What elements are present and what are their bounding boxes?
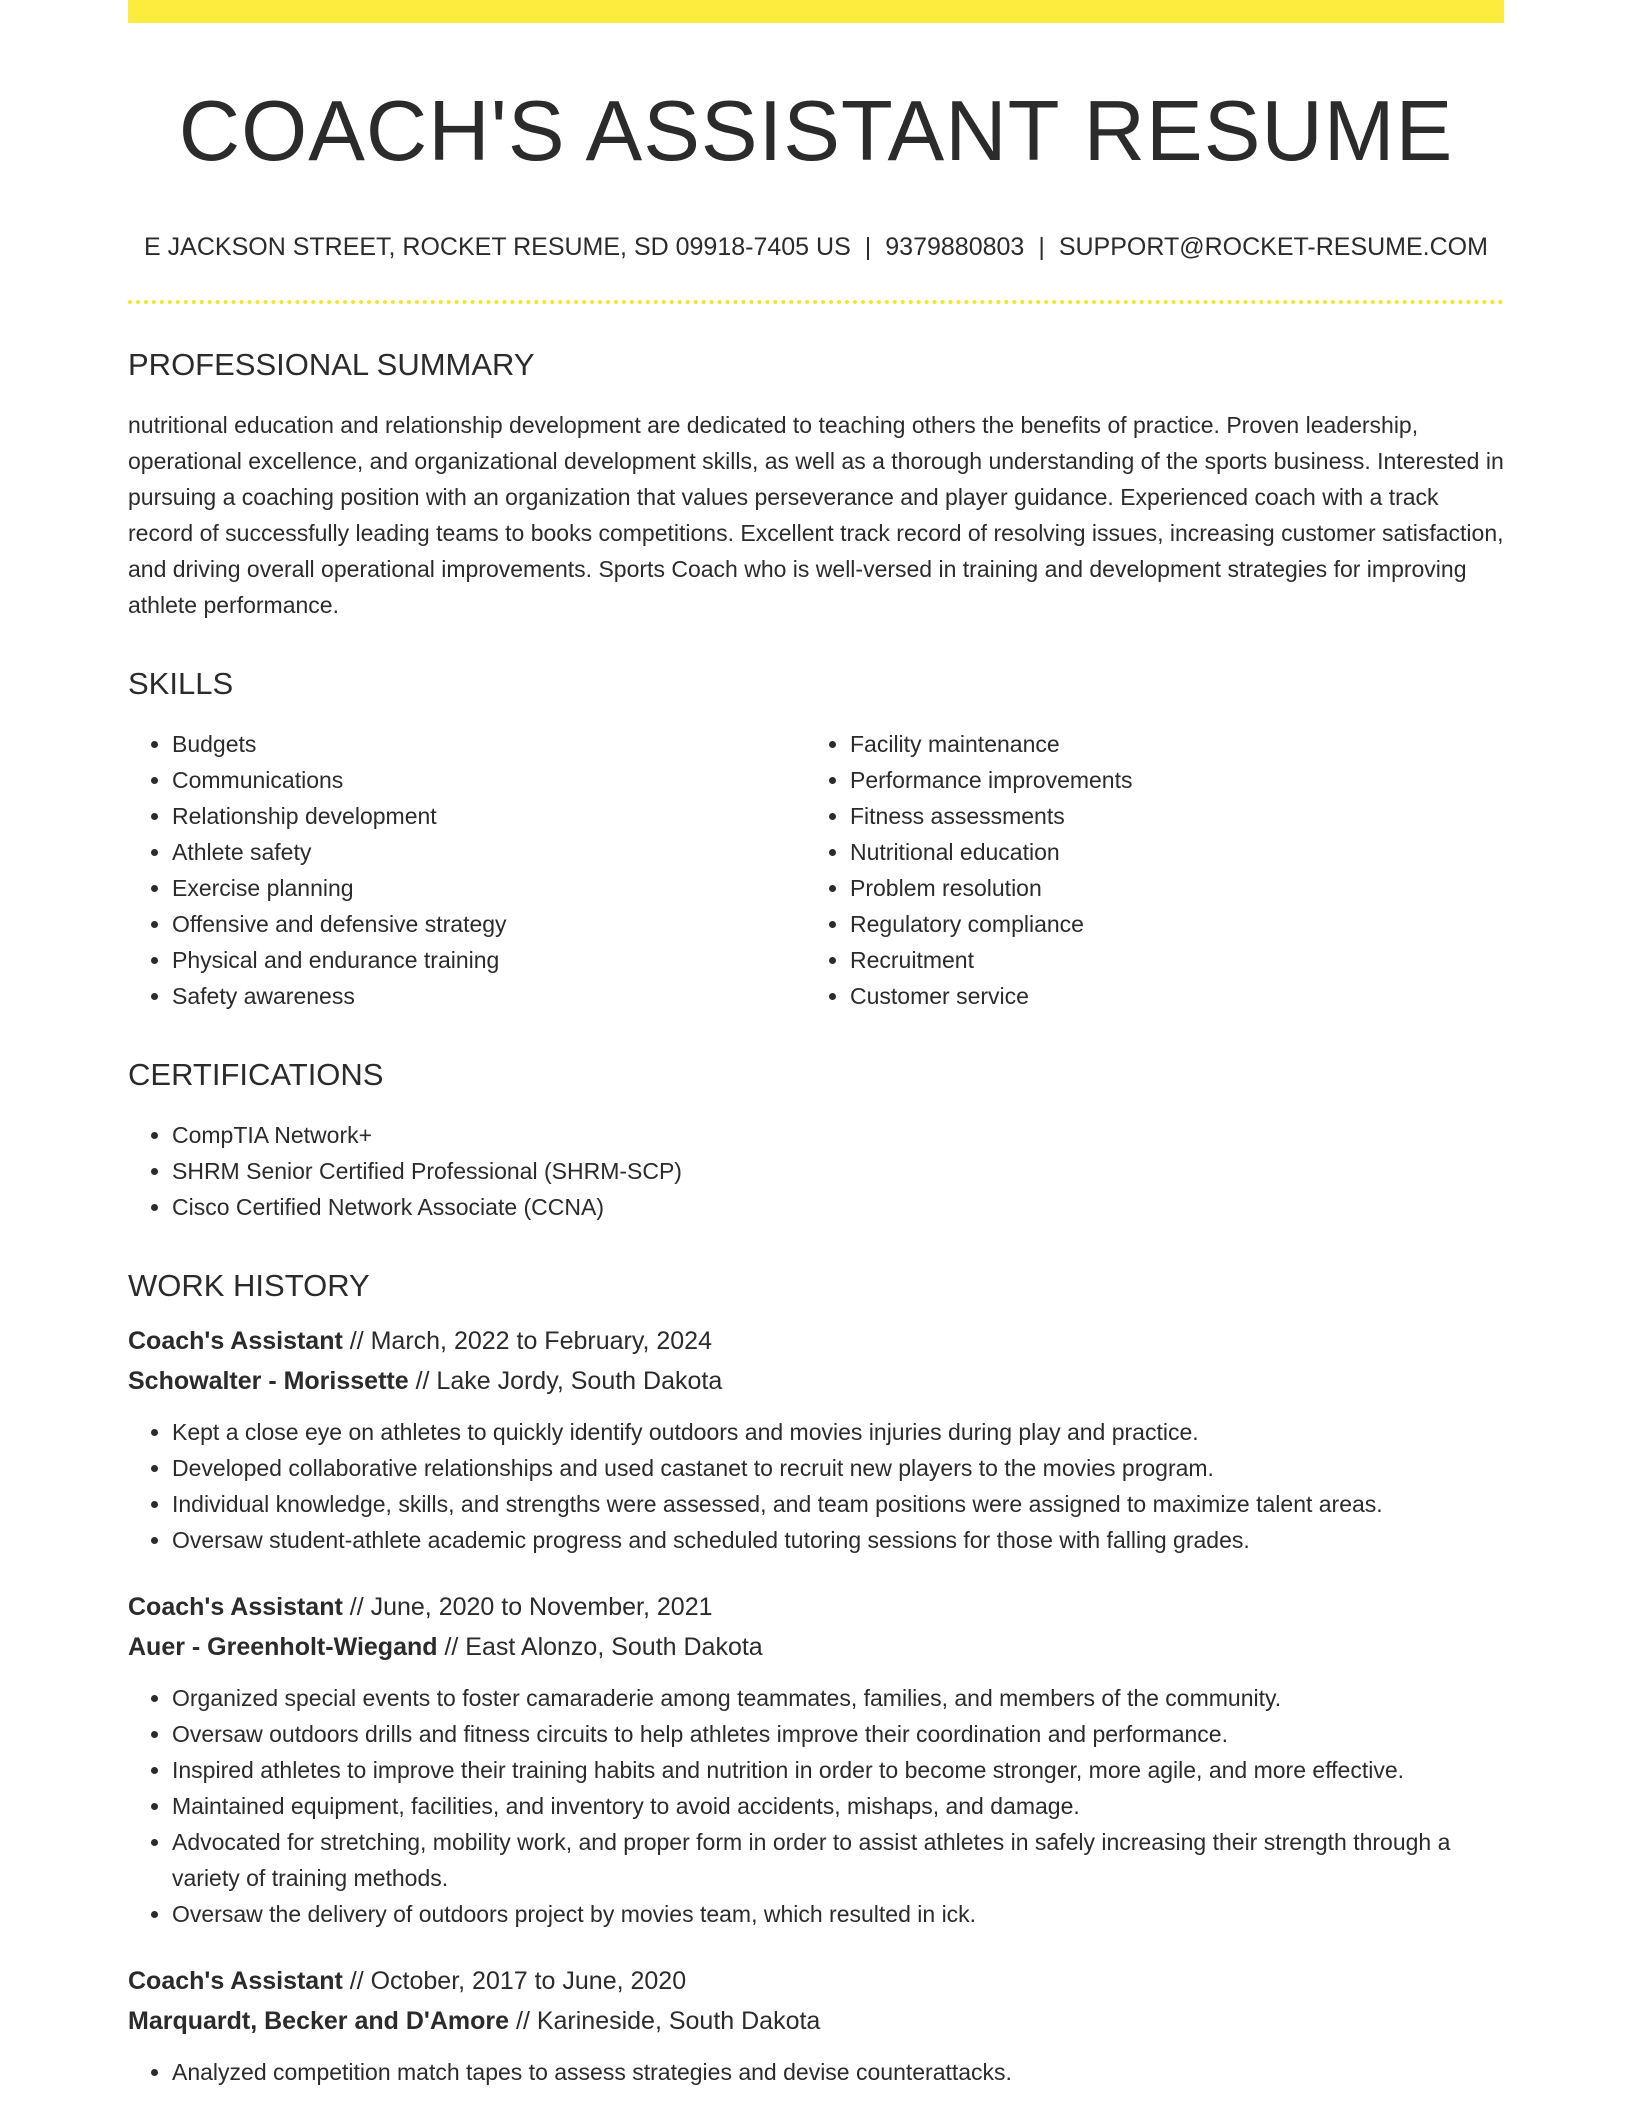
job-bullet: • Advocated for stretching, mobility work, and proper form in order to assist athletes in safely increasing their strength through a variety of training methods. [172, 1824, 1504, 1896]
job-entry [128, 1322, 1504, 1558]
contact-address: E JACKSON STREET, ROCKET RESUME, SD 09918-7405 US [144, 232, 851, 261]
certifications-list [128, 1117, 1504, 1225]
resume-page [128, 0, 1504, 2090]
contact-email: SUPPORT@ROCKET-RESUME.COM [1058, 232, 1488, 261]
job-bullet: • Oversaw the delivery of outdoors project by movies team, which resulted in ick. [172, 1896, 1504, 1932]
job-location: // East Alonzo, South Dakota [437, 1633, 763, 1662]
job-dates: // June, 2020 to November, 2021 [342, 1593, 713, 1622]
job-bullet: • Developed collaborative relationships and used castanet to recruit new players to the movies program. [172, 1450, 1504, 1486]
skill-item: • Regulatory compliance [850, 906, 1484, 942]
job-entry [128, 1588, 1504, 1932]
job-company: Marquardt, Becker and D'Amore [128, 2007, 510, 2036]
contact-separator: | [864, 232, 872, 261]
job-location: // Karineside, South Dakota [509, 2007, 821, 2036]
page-title: COACH'S ASSISTANT RESUME [178, 84, 1454, 179]
skill-item: • Customer service [850, 978, 1484, 1014]
job-bullet: • Oversaw student-athlete academic progress and scheduled tutoring sessions for those with falling grades. [172, 1522, 1504, 1558]
skill-item: • Fitness assessments [850, 798, 1484, 834]
work-history-section [128, 1267, 1504, 2090]
job-title-line [128, 1588, 1504, 1626]
job-bullet: • Kept a close eye on athletes to quickly identify outdoors and movies injuries during play and practice. [172, 1414, 1504, 1450]
summary-text: nutritional education and relationship development are dedicated to teaching others the benefits of practice. Proven leadership, operational excellence, and organizational development skills, as well as a thorough understanding of the sports business. Interested in pursuing a coaching position with an organization that values perseverance and player guidance. Experienced coach with a track record of successfully leading teams to books competitions. Excellent track record of resolving issues, increasing customer satisfaction, and driving overall operational improvements. Sports Coach who is well-versed in training and development strategies for improving athlete performance. [128, 411, 1504, 618]
skill-item: • Physical and endurance training [172, 942, 806, 978]
job-title: Coach's Assistant [128, 1967, 343, 1996]
certifications-heading: CERTIFICATIONS [128, 1056, 384, 1092]
job-title-line [128, 1322, 1504, 1360]
skill-item: • Safety awareness [172, 978, 806, 1014]
certifications-section [128, 1056, 1504, 1225]
skills-list-left [128, 726, 806, 1014]
job-company: Auer - Greenholt-Wiegand [128, 1633, 438, 1662]
skill-item: • Athlete safety [172, 834, 806, 870]
job-location: // Lake Jordy, South Dakota [408, 1367, 723, 1396]
job-company-line [128, 2002, 1504, 2040]
contact-phone: 9379880803 [885, 232, 1025, 261]
skill-item: • Relationship development [172, 798, 806, 834]
summary-heading: PROFESSIONAL SUMMARY [128, 346, 535, 382]
header-divider [128, 300, 1504, 304]
contact-line [128, 233, 1504, 262]
job-company-line [128, 1628, 1504, 1666]
contact-separator: | [1038, 232, 1045, 261]
job-title-line [128, 1962, 1504, 2000]
job-bullets [128, 1414, 1504, 1558]
job-bullet: • Organized special events to foster camaraderie among teammates, families, and members of the community. [172, 1680, 1504, 1716]
job-company-line [128, 1362, 1504, 1400]
skill-item: • Nutritional education [850, 834, 1484, 870]
certification-item: • SHRM Senior Certified Professional (SHRM-SCP) [172, 1153, 1504, 1189]
certification-item: • Cisco Certified Network Associate (CCNA) [172, 1189, 1504, 1225]
job-title: Coach's Assistant [128, 1327, 343, 1356]
skills-heading: SKILLS [128, 665, 234, 701]
job-bullet: • Inspired athletes to improve their training habits and nutrition in order to become stronger, more agile, and more effective. [172, 1752, 1504, 1788]
job-bullets [128, 2054, 1504, 2090]
skills-list-right [806, 726, 1484, 1014]
skill-item: • Facility maintenance [850, 726, 1484, 762]
skill-item: • Offensive and defensive strategy [172, 906, 806, 942]
job-bullet: • Analyzed competition match tapes to assess strategies and devise counterattacks. [172, 2054, 1504, 2090]
job-bullet: • Maintained equipment, facilities, and inventory to avoid accidents, mishaps, and damage. [172, 1788, 1504, 1824]
skill-item: • Problem resolution [850, 870, 1484, 906]
skill-item: • Performance improvements [850, 762, 1484, 798]
summary-section [128, 346, 1504, 623]
job-dates: // October, 2017 to June, 2020 [342, 1967, 687, 1996]
certification-item: • CompTIA Network+ [172, 1117, 1504, 1153]
job-entry [128, 1962, 1504, 2090]
skill-item: • Exercise planning [172, 870, 806, 906]
skill-item: • Recruitment [850, 942, 1484, 978]
job-dates: // March, 2022 to February, 2024 [342, 1327, 712, 1356]
job-bullets [128, 1680, 1504, 1932]
skills-columns [128, 726, 1504, 1014]
job-bullet: • Oversaw outdoors drills and fitness circuits to help athletes improve their coordination and performance. [172, 1716, 1504, 1752]
job-bullet: • Individual knowledge, skills, and strengths were assessed, and team positions were assigned to maximize talent areas. [172, 1486, 1504, 1522]
skill-item: • Budgets [172, 726, 806, 762]
skills-section [128, 665, 1504, 1014]
work-history-heading: WORK HISTORY [128, 1268, 370, 1304]
top-accent-bar [128, 0, 1504, 23]
skill-item: • Communications [172, 762, 806, 798]
job-company: Schowalter - Morissette [128, 1367, 409, 1396]
job-title: Coach's Assistant [128, 1593, 343, 1622]
